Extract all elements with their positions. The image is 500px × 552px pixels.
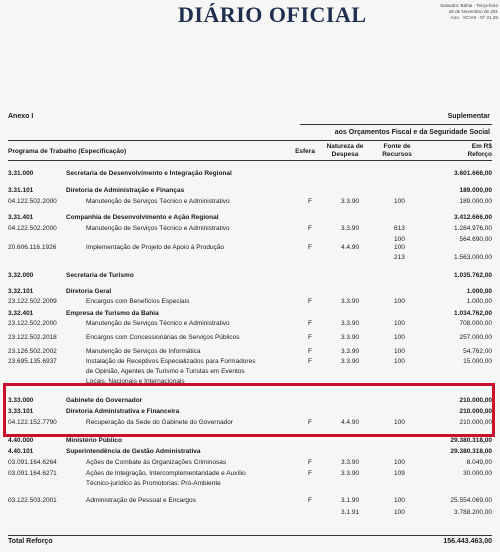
row-description: Manutenção de Serviços Técnico e Administrativo bbox=[86, 320, 230, 327]
row-esfera: F bbox=[308, 358, 312, 365]
row-description: Diretoria Geral bbox=[66, 288, 112, 295]
row-description: de Opinião, Agentes de Turismo e Turistas em Eventos bbox=[86, 368, 245, 375]
col-natureza bbox=[320, 143, 370, 158]
row-fonte: 100 bbox=[394, 298, 405, 305]
row-fonte: 100 bbox=[394, 334, 405, 341]
row-value: 15.000,00 bbox=[463, 358, 492, 365]
row-esfera: F bbox=[308, 497, 312, 504]
table-row bbox=[8, 297, 492, 308]
row-description: Companhia de Desenvolvimento e Ação Regional bbox=[66, 214, 219, 221]
table-row bbox=[8, 333, 492, 344]
divider bbox=[8, 535, 492, 536]
row-code: 23.122.502.2018 bbox=[8, 334, 57, 341]
row-description: Empresa de Turismo da Bahia bbox=[66, 310, 159, 317]
row-value: 3.601.666,00 bbox=[454, 170, 492, 177]
row-code: 23.122.502.2009 bbox=[8, 298, 57, 305]
issue-line: Salvador, Bahia · Terça-feira bbox=[440, 3, 498, 8]
row-code: 3.33.101 bbox=[8, 408, 34, 415]
row-fonte: 100 bbox=[394, 198, 405, 205]
row-fonte: 613 bbox=[394, 225, 405, 232]
row-code: 04.122.502.2000 bbox=[8, 225, 57, 232]
row-code: 3.32.101 bbox=[8, 288, 34, 295]
row-natureza: 3.3.90 bbox=[341, 348, 360, 355]
row-fonte: 100 bbox=[394, 320, 405, 327]
row-description: Manutenção de Serviços de Informática bbox=[86, 348, 201, 355]
row-value: 54.762,00 bbox=[463, 348, 492, 355]
issue-line: Ano · XCVIII · Nº 21.29 bbox=[450, 15, 498, 20]
row-value: 189.000,00 bbox=[459, 187, 492, 194]
row-code: 3.31.401 bbox=[8, 214, 34, 221]
row-description: Ações de Integração, Intercomplementaridade e Auxílio bbox=[86, 470, 246, 477]
row-esfera: F bbox=[308, 348, 312, 355]
col-programa: Programa de Trabalho (Especificação) bbox=[8, 148, 127, 155]
row-code: 3.32.401 bbox=[8, 310, 34, 317]
row-description: Gabinete do Governador bbox=[66, 397, 143, 404]
table-row bbox=[8, 224, 492, 235]
row-description: Recuperação da Sede do Gabinete do Governador bbox=[86, 419, 234, 426]
row-fonte: 213 bbox=[394, 254, 405, 261]
row-code: 23.122.502.2000 bbox=[8, 320, 57, 327]
row-code: 23.126.502.2002 bbox=[8, 348, 57, 355]
row-description: Manutenção de Serviços Técnico e Administrativo bbox=[86, 198, 230, 205]
row-code: 04.122.152.7790 bbox=[8, 419, 57, 426]
row-code: 03.091.164.6271 bbox=[8, 470, 57, 477]
row-natureza: 3.1.91 bbox=[341, 509, 360, 516]
row-fonte: 100 bbox=[394, 348, 405, 355]
highlight-box bbox=[3, 383, 495, 437]
col-fonte-line: Fonte de bbox=[383, 143, 411, 150]
row-natureza: 3.3.90 bbox=[341, 225, 360, 232]
table-row bbox=[8, 271, 492, 282]
row-description: Secretaria de Desenvolvimento e Integração Regional bbox=[66, 170, 232, 177]
table-row bbox=[8, 319, 492, 330]
row-description: Locais, Nacionais e Internacionais bbox=[86, 378, 185, 385]
divider bbox=[8, 160, 492, 161]
row-value: 29.380.318,00 bbox=[450, 437, 492, 444]
row-value: 3.788.200,00 bbox=[454, 509, 492, 516]
row-value: 29.380.318,00 bbox=[450, 448, 492, 455]
row-code: 04.122.502.2000 bbox=[8, 198, 57, 205]
table-row bbox=[8, 458, 492, 469]
col-fonte-line: Recursos bbox=[382, 150, 412, 158]
row-fonte: 100 bbox=[394, 459, 405, 466]
row-description: Implementação de Projeto de Apoio à Produção bbox=[86, 244, 225, 251]
row-description: Encargos com Concessionárias de Serviços Públicos bbox=[86, 334, 240, 341]
row-value: 564.690,00 bbox=[459, 236, 492, 243]
row-code: 20.606.116.1926 bbox=[8, 244, 57, 251]
row-esfera: F bbox=[308, 419, 312, 426]
divider bbox=[300, 124, 492, 125]
row-code: 3.31.101 bbox=[8, 187, 34, 194]
row-code: 03.091.164.6264 bbox=[8, 459, 57, 466]
row-code: 4.40.000 bbox=[8, 437, 34, 444]
row-natureza: 4.4.90 bbox=[341, 244, 360, 251]
table-row bbox=[8, 169, 492, 180]
row-code: 3.31.000 bbox=[8, 170, 34, 177]
col-natureza-line: Natureza de bbox=[326, 143, 364, 150]
row-value: 1.000,00 bbox=[466, 298, 492, 305]
row-value: 30.000,00 bbox=[463, 470, 492, 477]
col-natureza-line: Despesa bbox=[331, 150, 359, 158]
col-valor-line: Reforço bbox=[467, 150, 492, 158]
row-fonte: 109 bbox=[394, 470, 405, 477]
row-fonte: 100 bbox=[394, 419, 405, 426]
table-row bbox=[8, 508, 492, 519]
row-value: 1.563.000,00 bbox=[454, 254, 492, 261]
table-row bbox=[8, 253, 492, 264]
row-value: 210.000,00 bbox=[459, 419, 492, 426]
row-natureza: 3.3.90 bbox=[341, 459, 360, 466]
row-natureza: 3.3.90 bbox=[341, 470, 360, 477]
table-row bbox=[8, 436, 492, 447]
newspaper-logo bbox=[178, 2, 367, 28]
row-fonte: 100 bbox=[394, 244, 405, 251]
row-description: Manutenção de Serviços Técnico e Administrativo bbox=[86, 225, 230, 232]
row-code: 23.695.135.6937 bbox=[8, 358, 57, 365]
total-label: Total Reforço bbox=[8, 538, 53, 545]
row-fonte: 100 bbox=[394, 497, 405, 504]
divider bbox=[8, 140, 492, 141]
table-row bbox=[8, 213, 492, 224]
row-description: Ministério Público bbox=[66, 437, 122, 444]
row-natureza: 3.3.90 bbox=[341, 198, 360, 205]
table-row bbox=[8, 447, 492, 458]
col-valor-line: Em R$ bbox=[471, 143, 492, 150]
row-natureza: 4.4.90 bbox=[341, 419, 360, 426]
row-value: 189.000,00 bbox=[459, 198, 492, 205]
row-value: 1.284.976,00 bbox=[454, 225, 492, 232]
table-row bbox=[8, 496, 492, 507]
row-natureza: 3.1.90 bbox=[341, 497, 360, 504]
row-esfera: F bbox=[308, 298, 312, 305]
row-description: Superintendência de Gestão Administrativa bbox=[66, 448, 201, 455]
total-value: 156.443.463,00 bbox=[443, 538, 492, 545]
row-fonte: 100 bbox=[394, 358, 405, 365]
issue-info bbox=[422, 3, 498, 21]
issue-line: 28 de Novembro de 201 bbox=[448, 9, 498, 14]
row-description: Técnico-jurídico às Promotorias: Pró-Ambiente bbox=[86, 480, 221, 487]
row-esfera: F bbox=[308, 225, 312, 232]
col-fonte bbox=[372, 143, 422, 158]
row-esfera: F bbox=[308, 334, 312, 341]
row-fonte: 100 bbox=[394, 509, 405, 516]
table-row bbox=[8, 479, 492, 490]
row-value: 257.000,00 bbox=[459, 334, 492, 341]
row-description: Secretaria de Turismo bbox=[66, 272, 134, 279]
row-description: Administração de Pessoal e Encargos bbox=[86, 497, 196, 504]
row-value: 1.034.762,00 bbox=[454, 310, 492, 317]
row-code: 03.122.503.2001 bbox=[8, 497, 57, 504]
row-esfera: F bbox=[308, 320, 312, 327]
masthead bbox=[0, 0, 500, 40]
row-description: Ações de Combate às Organizações Criminosas bbox=[86, 459, 227, 466]
row-value: 210.000,00 bbox=[459, 408, 492, 415]
row-description: Instalação de Receptivos Especializados para Formadores bbox=[86, 358, 256, 365]
row-value: 3.412.666,00 bbox=[454, 214, 492, 221]
row-description: Diretoria Administrativa e Financeira bbox=[66, 408, 180, 415]
row-esfera: F bbox=[308, 198, 312, 205]
row-natureza: 3.3.90 bbox=[341, 358, 360, 365]
row-value: 1.000,00 bbox=[466, 288, 492, 295]
row-code: 3.33.000 bbox=[8, 397, 34, 404]
annex-heading-right: Suplementar bbox=[447, 113, 490, 120]
annex-subtitle: aos Orçamentos Fiscal e da Seguridade Social bbox=[334, 129, 490, 136]
col-valor bbox=[430, 143, 492, 158]
logo-text: DIÁRIO OFICIAL bbox=[178, 2, 367, 27]
row-esfera: F bbox=[308, 459, 312, 466]
row-esfera: F bbox=[308, 244, 312, 251]
col-esfera: Esfera bbox=[295, 148, 315, 155]
table-row bbox=[8, 197, 492, 208]
row-natureza: 3.3.90 bbox=[341, 320, 360, 327]
row-fonte: 100 bbox=[394, 236, 405, 243]
row-value: 708.000,00 bbox=[459, 320, 492, 327]
row-code: 4.40.101 bbox=[8, 448, 34, 455]
row-natureza: 3.3.90 bbox=[341, 298, 360, 305]
annex-title: Anexo I bbox=[8, 113, 34, 120]
row-value: 210.000,00 bbox=[459, 397, 492, 404]
row-description: Encargos com Benefícios Especiais bbox=[86, 298, 190, 305]
row-value: 25.554.069,00 bbox=[450, 497, 492, 504]
row-natureza: 3.3.90 bbox=[341, 334, 360, 341]
row-description: Diretoria de Administração e Finanças bbox=[66, 187, 185, 194]
row-value: 1.035.762,00 bbox=[454, 272, 492, 279]
row-value: 8.049,00 bbox=[466, 459, 492, 466]
table-row bbox=[8, 186, 492, 197]
row-code: 3.32.000 bbox=[8, 272, 34, 279]
row-esfera: F bbox=[308, 470, 312, 477]
